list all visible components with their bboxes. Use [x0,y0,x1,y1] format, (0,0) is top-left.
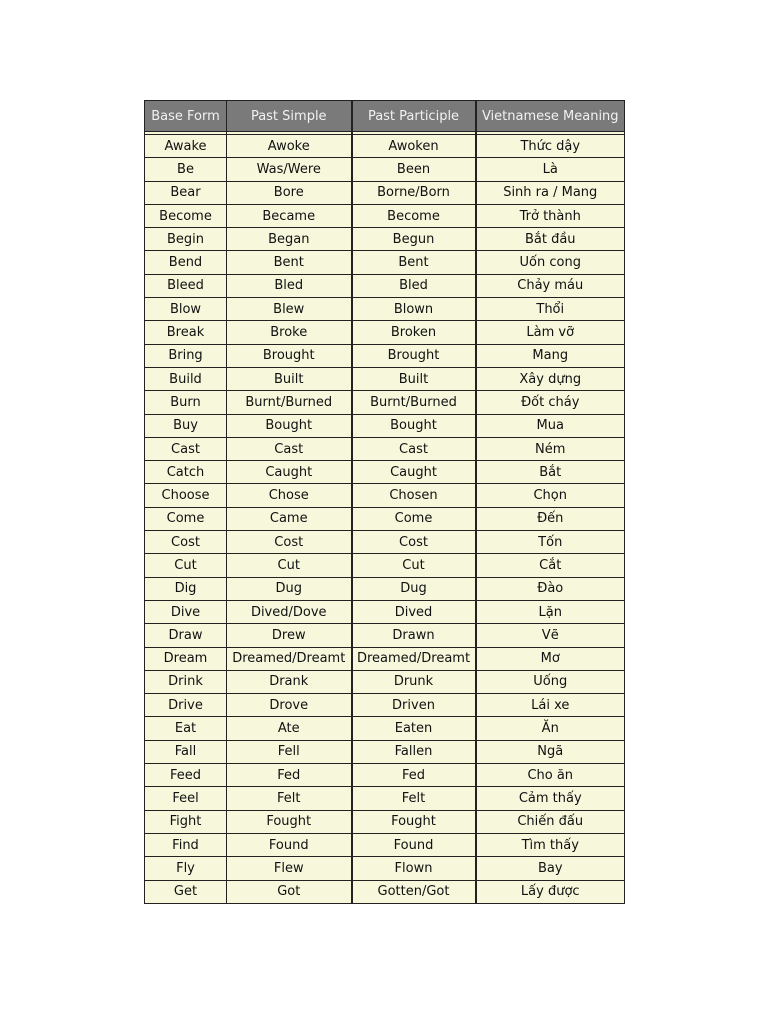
base-form-cell: Blow [145,298,227,321]
base-form-cell: Dig [145,577,227,600]
base-form-cell: Cast [145,437,227,460]
past-simple-cell: Built [227,367,352,390]
vietnamese-meaning-cell: Lặn [476,600,625,623]
past-simple-cell: Cut [227,554,352,577]
vietnamese-meaning-cell: Cắt [476,554,625,577]
past-participle-cell: Cast [352,437,476,460]
base-form-cell: Feed [145,764,227,787]
irregular-verbs-table [144,100,625,904]
vietnamese-meaning-cell: Trở thành [476,204,625,227]
vietnamese-meaning-cell: Đốt cháy [476,391,625,414]
past-participle-cell: Dug [352,577,476,600]
table-row [145,600,625,623]
base-form-cell: Get [145,880,227,903]
header-row [145,101,625,132]
base-form-cell: Bleed [145,274,227,297]
past-simple-cell: Dreamed/Dreamt [227,647,352,670]
past-simple-cell: Drew [227,624,352,647]
vietnamese-meaning-cell: Uốn cong [476,251,625,274]
table-row [145,414,625,437]
past-participle-cell: Been [352,158,476,181]
table-row [145,367,625,390]
vietnamese-meaning-cell: Lái xe [476,694,625,717]
base-form-cell: Bring [145,344,227,367]
past-simple-cell: Cast [227,437,352,460]
table-row [145,135,625,158]
vietnamese-meaning-cell: Chiến đấu [476,810,625,833]
past-simple-cell: Chose [227,484,352,507]
table-row [145,158,625,181]
vietnamese-meaning-cell: Tìm thấy [476,833,625,856]
base-form-cell: Catch [145,461,227,484]
base-form-cell: Choose [145,484,227,507]
table-row [145,461,625,484]
past-simple-cell: Burnt/Burned [227,391,352,414]
base-form-cell: Cost [145,531,227,554]
past-participle-cell: Dived [352,600,476,623]
past-participle-cell: Cost [352,531,476,554]
past-participle-cell: Driven [352,694,476,717]
table-row [145,228,625,251]
vietnamese-meaning-cell: Chảy máu [476,274,625,297]
base-form-cell: Come [145,507,227,530]
vietnamese-meaning-cell: Cho ăn [476,764,625,787]
past-participle-cell: Broken [352,321,476,344]
table-row [145,437,625,460]
base-form-cell: Bear [145,181,227,204]
base-form-cell: Awake [145,135,227,158]
base-form-cell: Begin [145,228,227,251]
past-participle-cell: Chosen [352,484,476,507]
base-form-cell: Dive [145,600,227,623]
past-participle-cell: Dreamed/Dreamt [352,647,476,670]
past-participle-cell: Come [352,507,476,530]
past-simple-cell: Fell [227,740,352,763]
past-simple-cell: Dug [227,577,352,600]
past-participle-cell: Fallen [352,740,476,763]
header-past-participle: Past Participle [352,101,476,132]
table-row [145,204,625,227]
table-row [145,251,625,274]
past-simple-cell: Caught [227,461,352,484]
base-form-cell: Dream [145,647,227,670]
past-simple-cell: Bent [227,251,352,274]
table-row [145,833,625,856]
header-base-form: Base Form [145,101,227,132]
vietnamese-meaning-cell: Làm vỡ [476,321,625,344]
past-simple-cell: Began [227,228,352,251]
past-simple-cell: Was/Were [227,158,352,181]
vietnamese-meaning-cell: Bắt [476,461,625,484]
past-simple-cell: Got [227,880,352,903]
base-form-cell: Drink [145,670,227,693]
past-participle-cell: Burnt/Burned [352,391,476,414]
table-row [145,694,625,717]
vietnamese-meaning-cell: Mua [476,414,625,437]
past-simple-cell: Brought [227,344,352,367]
past-participle-cell: Awoken [352,135,476,158]
vietnamese-meaning-cell: Cảm thấy [476,787,625,810]
vietnamese-meaning-cell: Là [476,158,625,181]
past-simple-cell: Bought [227,414,352,437]
vietnamese-meaning-cell: Đến [476,507,625,530]
base-form-cell: Burn [145,391,227,414]
table-row [145,670,625,693]
past-participle-cell: Caught [352,461,476,484]
table-row [145,274,625,297]
base-form-cell: Bend [145,251,227,274]
vietnamese-meaning-cell: Tốn [476,531,625,554]
vietnamese-meaning-cell: Ném [476,437,625,460]
base-form-cell: Feel [145,787,227,810]
table-row [145,181,625,204]
past-simple-cell: Ate [227,717,352,740]
past-participle-cell: Bought [352,414,476,437]
table-row [145,810,625,833]
vietnamese-meaning-cell: Đào [476,577,625,600]
past-participle-cell: Flown [352,857,476,880]
past-participle-cell: Built [352,367,476,390]
past-participle-cell: Fed [352,764,476,787]
table-row [145,577,625,600]
vietnamese-meaning-cell: Chọn [476,484,625,507]
past-participle-cell: Cut [352,554,476,577]
past-simple-cell: Blew [227,298,352,321]
vietnamese-meaning-cell: Ngã [476,740,625,763]
table-row [145,344,625,367]
past-participle-cell: Borne/Born [352,181,476,204]
base-form-cell: Draw [145,624,227,647]
past-simple-cell: Fed [227,764,352,787]
base-form-cell: Fly [145,857,227,880]
table-row [145,321,625,344]
past-simple-cell: Drove [227,694,352,717]
past-participle-cell: Become [352,204,476,227]
base-form-cell: Buy [145,414,227,437]
past-participle-cell: Brought [352,344,476,367]
table-row [145,647,625,670]
past-participle-cell: Blown [352,298,476,321]
vietnamese-meaning-cell: Lấy được [476,880,625,903]
table-row [145,880,625,903]
base-form-cell: Drive [145,694,227,717]
past-participle-cell: Drawn [352,624,476,647]
past-simple-cell: Became [227,204,352,227]
past-simple-cell: Found [227,833,352,856]
past-participle-cell: Bent [352,251,476,274]
base-form-cell: Be [145,158,227,181]
vietnamese-meaning-cell: Thức dậy [476,135,625,158]
table-row [145,531,625,554]
table-row [145,764,625,787]
past-simple-cell: Felt [227,787,352,810]
table-row [145,787,625,810]
base-form-cell: Fight [145,810,227,833]
vietnamese-meaning-cell: Vẽ [476,624,625,647]
past-participle-cell: Fought [352,810,476,833]
past-participle-cell: Felt [352,787,476,810]
past-participle-cell: Found [352,833,476,856]
vietnamese-meaning-cell: Bắt đầu [476,228,625,251]
table-header [145,101,625,132]
base-form-cell: Cut [145,554,227,577]
base-form-cell: Find [145,833,227,856]
base-form-cell: Fall [145,740,227,763]
base-form-cell: Break [145,321,227,344]
table-row [145,717,625,740]
vietnamese-meaning-cell: Thổi [476,298,625,321]
past-simple-cell: Broke [227,321,352,344]
header-past-simple: Past Simple [227,101,352,132]
past-participle-cell: Eaten [352,717,476,740]
past-simple-cell: Flew [227,857,352,880]
table-row [145,507,625,530]
vietnamese-meaning-cell: Mơ [476,647,625,670]
past-simple-cell: Drank [227,670,352,693]
past-simple-cell: Dived/Dove [227,600,352,623]
table-row [145,740,625,763]
table-row [145,624,625,647]
past-simple-cell: Fought [227,810,352,833]
table-row [145,484,625,507]
vietnamese-meaning-cell: Sinh ra / Mang [476,181,625,204]
base-form-cell: Build [145,367,227,390]
past-simple-cell: Bore [227,181,352,204]
vietnamese-meaning-cell: Uống [476,670,625,693]
past-participle-cell: Begun [352,228,476,251]
header-vietnamese-meaning: Vietnamese Meaning [476,101,625,132]
past-participle-cell: Gotten/Got [352,880,476,903]
past-simple-cell: Cost [227,531,352,554]
table-body [145,132,625,904]
past-simple-cell: Awoke [227,135,352,158]
past-participle-cell: Drunk [352,670,476,693]
vietnamese-meaning-cell: Ăn [476,717,625,740]
base-form-cell: Eat [145,717,227,740]
past-participle-cell: Bled [352,274,476,297]
table-row [145,554,625,577]
vietnamese-meaning-cell: Bay [476,857,625,880]
vietnamese-meaning-cell: Mang [476,344,625,367]
base-form-cell: Become [145,204,227,227]
vietnamese-meaning-cell: Xây dựng [476,367,625,390]
past-simple-cell: Came [227,507,352,530]
table-row [145,391,625,414]
past-simple-cell: Bled [227,274,352,297]
table-row [145,857,625,880]
table-row [145,298,625,321]
